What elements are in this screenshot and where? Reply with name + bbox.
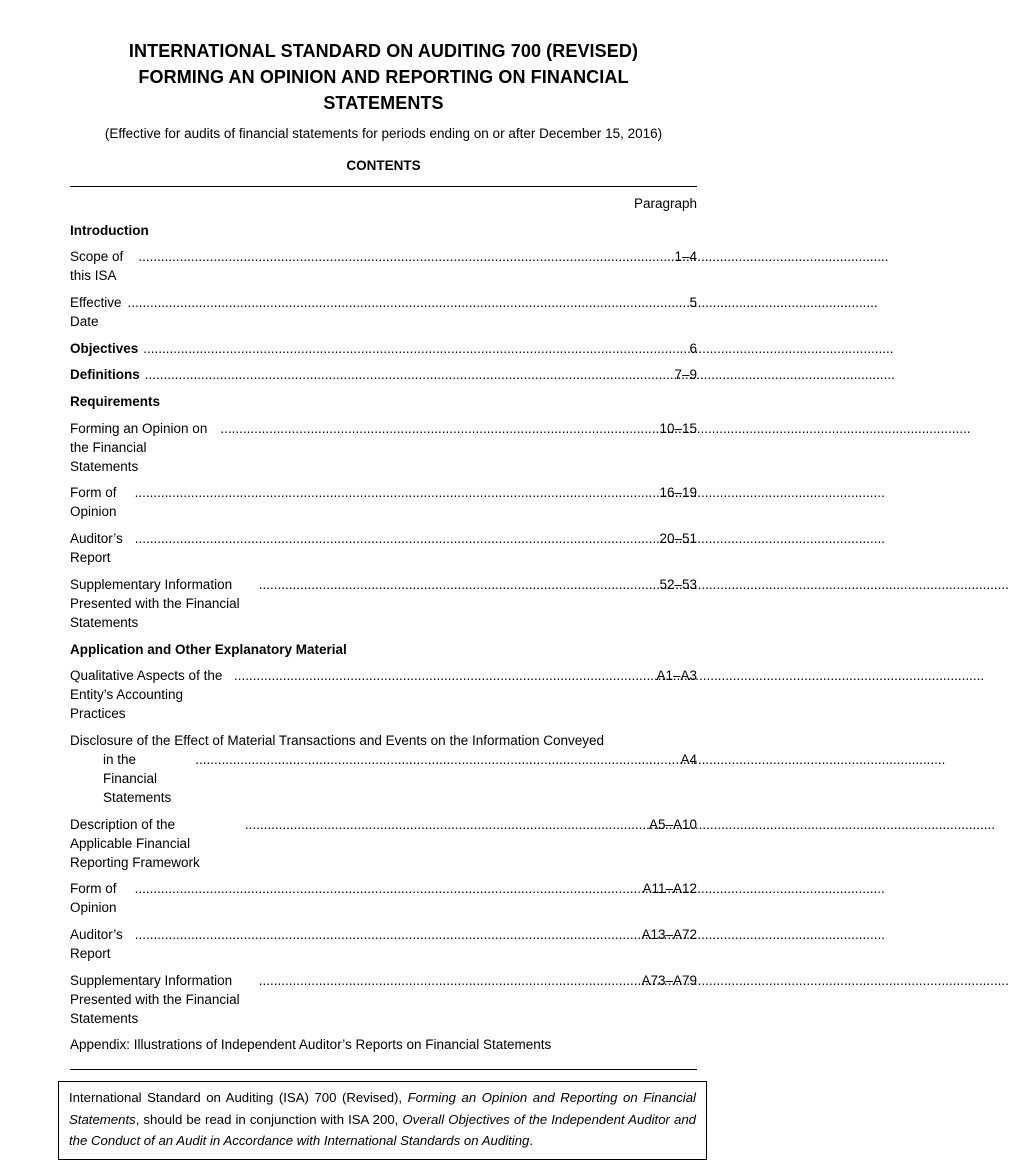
toc-entry-paragraph: A5–A10 [648, 816, 697, 832]
dot-leader [127, 293, 597, 312]
dot-leader [135, 879, 597, 898]
toc-entry-label: Auditor’s Report [70, 926, 123, 961]
document-title-line-3: STATEMENTS [323, 93, 444, 113]
toc-row [70, 243, 697, 289]
dot-leader [195, 750, 597, 769]
toc-row [70, 289, 697, 335]
dot-leader [135, 529, 597, 548]
footnote-box [58, 1081, 707, 1160]
contents-heading: CONTENTS [346, 158, 421, 173]
toc-row [70, 525, 697, 571]
toc-row [70, 217, 697, 244]
toc-entry-label: Scope of this ISA [70, 249, 124, 284]
document-title [70, 38, 697, 116]
document-title-line-2: FORMING AN OPINION AND REPORTING ON FINANCIAL [138, 67, 629, 87]
toc-row [70, 967, 697, 1032]
paragraph-column-header: Paragraph [633, 196, 697, 211]
effective-date-note: (Effective for audits of financial statements for periods ending on or after December 15, 2016) [104, 126, 663, 141]
toc-entry-paragraph: 5 [689, 295, 697, 311]
toc-row [70, 921, 697, 967]
toc-row [70, 750, 697, 811]
toc-entry-paragraph: A11–A12 [642, 881, 697, 897]
footnote-segment: , should be read in conjunction with ISA 200, [135, 1111, 403, 1127]
toc-entry-label: Supplementary Information Presented with the Financial Statements [70, 576, 240, 630]
toc-entry-label: Definitions [70, 367, 140, 383]
toc-entry-paragraph: 52–53 [659, 576, 697, 592]
toc-row [70, 1031, 697, 1058]
toc-row [70, 388, 697, 415]
toc-row [70, 415, 697, 480]
toc-row [70, 636, 697, 663]
dot-leader [143, 339, 597, 358]
toc-entry-paragraph: 1–4 [674, 249, 697, 265]
toc-entry-label: Auditor’s Report [70, 531, 123, 566]
toc-row [70, 727, 697, 750]
dot-leader [220, 419, 597, 438]
toc-entry-label: Description of the Applicable Financial Reporting Framework [70, 816, 200, 870]
toc-entry-label: Application and Other Explanatory Material [70, 641, 347, 657]
toc-entry-label: Supplementary Information Presented with the Financial Statements [70, 972, 240, 1026]
toc-entry-paragraph: A73–A79 [641, 972, 697, 988]
dot-leader [145, 365, 597, 384]
dot-leader [138, 247, 597, 266]
footnote-segment: Overall Objectives of the Independent Auditor and the Conduct of an Audit in Accordance with International Standards on Auditing [69, 1111, 696, 1149]
divider-bottom [70, 1069, 697, 1070]
toc-entry-label: Qualitative Aspects of the Entity’s Accounting Practices [70, 668, 223, 722]
toc-list [70, 217, 697, 1058]
toc-row [70, 362, 697, 389]
dot-leader [259, 971, 597, 990]
toc-entry-paragraph: A4 [680, 751, 697, 767]
toc-entry-label: Effective Date [70, 295, 122, 330]
footnote-segment: . [529, 1133, 534, 1149]
toc-entry-label: Disclosure of the Effect of Material Transactions and Events on the Information Conveyed [70, 732, 605, 748]
toc-row [70, 335, 697, 362]
footnote-segment: Forming an Opinion and Reporting on Financial Statements [69, 1090, 696, 1127]
toc-row [70, 571, 697, 636]
footnote-segment: International Standard on Auditing (ISA) 700 (Revised), [69, 1090, 408, 1106]
document-title-line-1: INTERNATIONAL STANDARD ON AUDITING 700 (REVISED) [128, 41, 639, 61]
toc-entry-label: Form of Opinion [70, 881, 117, 916]
toc-entry-label: Objectives [70, 340, 139, 356]
toc-entry-label: Requirements [70, 394, 161, 410]
toc-entry-label: Forming an Opinion on the Financial Statements [70, 420, 208, 474]
dot-leader [259, 575, 597, 594]
toc-entry-paragraph: 16–19 [659, 485, 697, 501]
toc-entry-label: in the Financial Statements [103, 751, 172, 805]
toc-entry-paragraph: A1–A3 [656, 668, 697, 684]
toc-entry-label: Introduction [70, 222, 149, 238]
toc-entry-paragraph: 6 [689, 340, 697, 356]
toc-entry-paragraph: 10–15 [659, 420, 697, 436]
toc-row [70, 811, 697, 876]
toc-entry-paragraph: 7–9 [674, 367, 697, 383]
dot-leader [245, 815, 597, 834]
toc-row [70, 662, 697, 727]
dot-leader [135, 925, 597, 944]
toc-row [70, 480, 697, 526]
dot-leader [135, 483, 597, 502]
dot-leader [234, 666, 597, 685]
toc-entry-paragraph: 20–51 [659, 531, 697, 547]
toc-row [70, 875, 697, 921]
toc-entry-label: Form of Opinion [70, 485, 117, 520]
toc-entry-label: Appendix: Illustrations of Independent Auditor’s Reports on Financial Statements [70, 1037, 552, 1053]
toc-entry-paragraph: A13–A72 [641, 926, 697, 942]
